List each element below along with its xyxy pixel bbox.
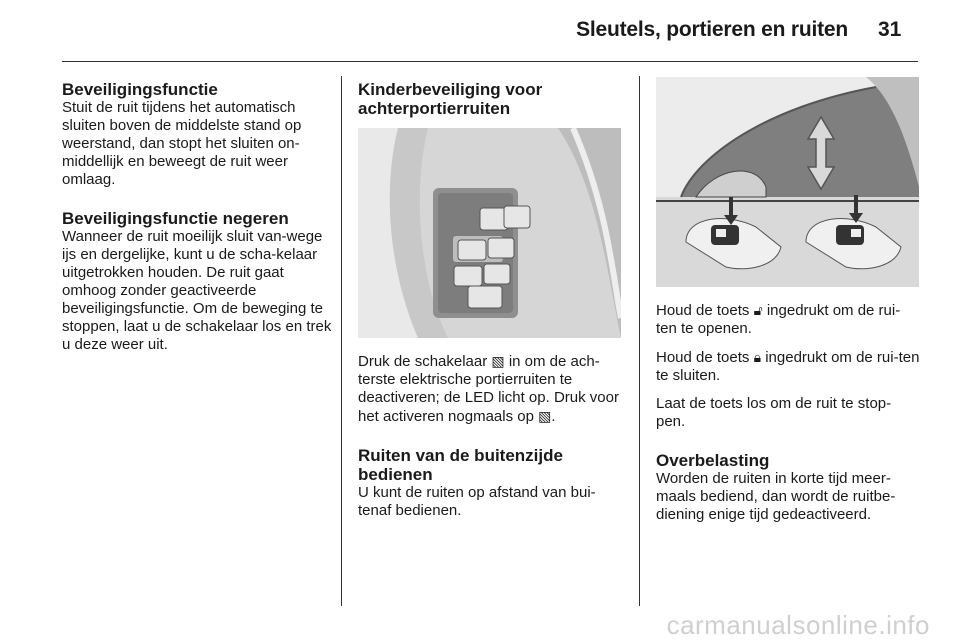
column-3 [656, 80, 920, 534]
remote-key-illustration [656, 77, 919, 287]
paragraph-overbelasting: Worden de ruiten in korte tijd meer-maals bediend, dan wordt de ruitbe-diening enige tijd gedeactiveerd. [656, 470, 896, 523]
text-deactiveren: in om de ach-terste elektrische portierruiten te deactiveren; de LED licht op. Druk voor het activeren nogmaals op [358, 353, 619, 425]
heading-ruiten-buitenzijde: Ruiten van de buitenzijde bedienen [358, 446, 563, 484]
text-houd-toets: Houd de toets [656, 349, 750, 366]
heading-beveiligingsfunctie-negeren: Beveiligingsfunctie negeren [62, 209, 289, 228]
paragraph-negeren: Wanneer de ruit moeilijk sluit van-wege ijs en dergelijke, kunt u de scha-kelaar uitgetrokken houden. De ruit gaat omhoog zonder geactiveerde beveiligingsfunctie. Om de beweging te stoppen, laat u de schakelaar los en trek u deze weer uit. [62, 228, 332, 353]
text-druk: Druk de schakelaar [358, 353, 488, 370]
text-ingedrukt-openen: ingedrukt om de rui-ten te openen. [656, 302, 901, 337]
heading-overbelasting: Overbelasting [656, 451, 770, 470]
paragraph-beveiligingsfunctie: Stuit de ruit tijdens het automatisch sluiten boven de middelste stand op weerstand, dan stopt het sluiten on-middellijk en beweegt de ruit weer omlaag. [62, 99, 302, 188]
paragraph-kinderbeveiliging [358, 352, 622, 426]
text-period: . [551, 408, 556, 425]
page-header-title: Sleutels, portieren en ruiten [576, 18, 848, 41]
header-rule [62, 61, 918, 62]
lock-key-icon: 🔒︎ [753, 349, 762, 365]
text-ingedrukt-sluiten: ingedrukt om de rui-ten te sluiten. [656, 349, 920, 384]
remote-key-drawing [656, 77, 919, 287]
page-number: 31 [878, 18, 902, 41]
column-divider-1 [341, 76, 342, 606]
heading-beveiligingsfunctie: Beveiligingsfunctie [62, 80, 218, 99]
paragraph-openen [656, 301, 920, 338]
column-2 [358, 80, 622, 530]
child-lock-window-icon: ▧ [538, 408, 552, 424]
watermark: carmanualsonline.info [666, 610, 930, 640]
child-lock-window-icon: ▧ [491, 353, 505, 369]
door-switch-drawing [358, 128, 621, 338]
paragraph-sluiten [656, 348, 920, 385]
door-switch-illustration [358, 128, 621, 338]
unlock-key-icon: 🔓︎ [753, 302, 763, 318]
column-divider-2 [639, 76, 640, 606]
paragraph-afstand: U kunt de ruiten op afstand van bui-tenaf bedienen. [358, 484, 596, 519]
paragraph-stoppen: Laat de toets los om de ruit te stop-pen. [656, 395, 892, 430]
text-houd-toets: Houd de toets [656, 302, 750, 319]
column-1 [62, 80, 332, 364]
heading-kinderbeveiliging: Kinderbeveiliging voor achterportierruiten [358, 80, 543, 118]
